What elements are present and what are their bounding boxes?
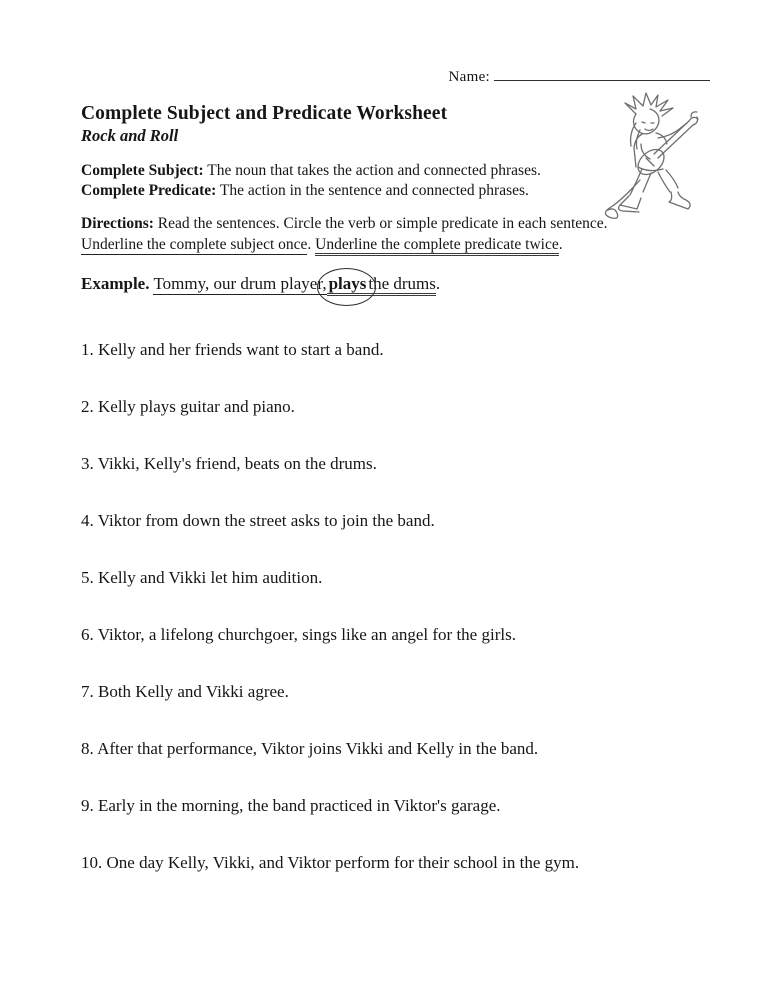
sentence-item-2 — [81, 396, 710, 417]
sentence-text: Viktor from down the street asks to join the band. — [97, 511, 435, 530]
sentence-number: 3. — [81, 454, 94, 473]
period: . — [558, 236, 563, 253]
definition-complete-predicate — [81, 181, 601, 201]
example-predicate-underlined — [327, 274, 436, 296]
sentence-item-8 — [81, 738, 710, 759]
sentence-number: 2. — [81, 397, 94, 416]
directions-text: Read the sentences. Circle the verb or simple predicate in each sentence. — [157, 215, 608, 232]
sentence-number: 4. — [81, 511, 94, 530]
sentence-number: 5. — [81, 568, 94, 587]
sentence-text: Both Kelly and Vikki agree. — [98, 682, 289, 701]
definition-text: The action in the sentence and connected phrases. — [219, 181, 529, 199]
example-line — [81, 273, 710, 295]
directions-line1 — [81, 213, 661, 234]
sentence-item-5 — [81, 567, 710, 588]
sentence-item-4 — [81, 510, 710, 531]
sentence-text: Vikki, Kelly's friend, beats on the drums. — [97, 454, 377, 473]
name-blank-line — [494, 68, 710, 81]
directions-line2 — [81, 234, 661, 255]
directions-block — [81, 213, 661, 255]
sentence-item-9 — [81, 795, 710, 816]
name-label: Name: — [448, 69, 490, 85]
definition-complete-subject — [81, 161, 601, 181]
rock-guitarist-illustration — [596, 92, 718, 224]
sentence-item-1 — [81, 339, 710, 360]
sentence-text: Kelly and Vikki let him audition. — [98, 568, 323, 587]
definition-text: The noun that takes the action and connected phrases. — [207, 162, 541, 179]
sentence-number: 10. — [81, 853, 103, 872]
sentence-number: 7. — [81, 682, 94, 701]
sentence-item-7 — [81, 681, 710, 702]
sentence-text: One day Kelly, Vikki, and Viktor perform for their school in the gym. — [106, 853, 580, 872]
sentence-text: Viktor, a lifelong churchgoer, sings like an angel for the girls. — [97, 625, 516, 644]
sentence-number: 8. — [81, 739, 94, 758]
definitions-block — [81, 161, 601, 200]
definition-term: Complete Predicate: — [81, 181, 217, 199]
sentence-text: Early in the morning, the band practiced in Viktor's garage. — [98, 796, 501, 815]
underline-once-instruction: Underline the complete subject once — [81, 236, 308, 253]
example-subject-underlined: Tommy, our drum player, — [153, 274, 327, 293]
example-label: Example. — [81, 274, 150, 293]
example-predicate-rest: the drums — [368, 274, 436, 293]
sentence-text: After that performance, Viktor joins Vikki and Kelly in the band. — [97, 739, 539, 758]
sentence-item-3 — [81, 453, 710, 474]
sentence-item-6 — [81, 624, 710, 645]
guitarist-line-art-icon — [596, 92, 718, 224]
page-subtitle: Rock and Roll — [81, 126, 179, 145]
directions-label: Directions: — [81, 215, 154, 232]
example-period: . — [435, 274, 441, 293]
sentence-text: Kelly plays guitar and piano. — [98, 397, 295, 416]
example-circled-verb: plays — [328, 274, 367, 293]
sentence-number: 6. — [81, 625, 94, 644]
sentence-number: 9. — [81, 796, 94, 815]
sentence-number: 1. — [81, 340, 94, 359]
definition-term: Complete Subject: — [81, 162, 204, 179]
underline-twice-instruction: Underline the complete predicate twice — [315, 236, 559, 256]
sentence-list — [81, 339, 710, 873]
name-row — [81, 68, 710, 88]
separator: . — [307, 236, 316, 253]
sentence-item-10 — [81, 852, 710, 873]
page-title: Complete Subject and Predicate Worksheet — [81, 103, 448, 124]
sentence-text: Kelly and her friends want to start a band. — [98, 340, 384, 359]
